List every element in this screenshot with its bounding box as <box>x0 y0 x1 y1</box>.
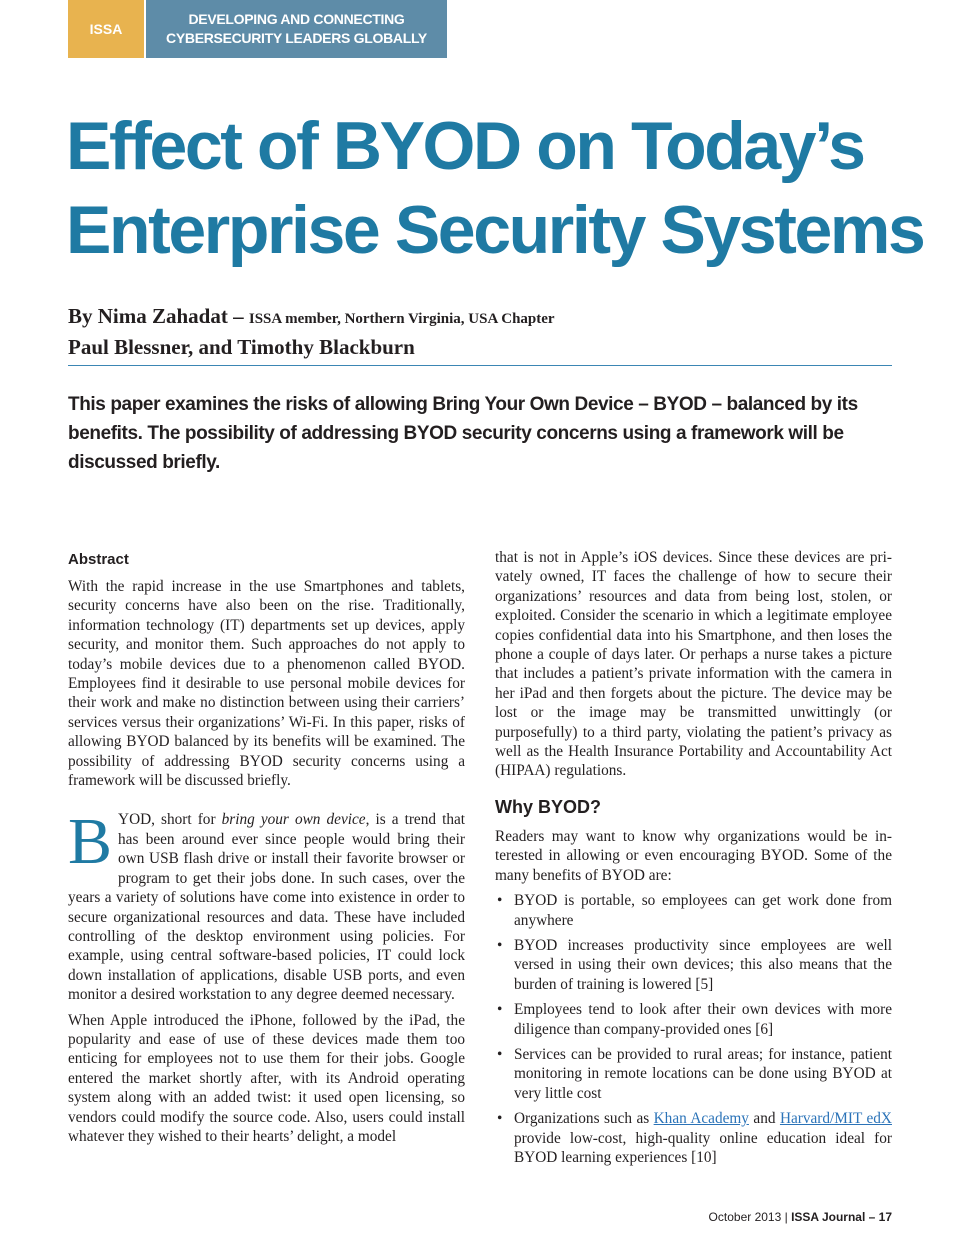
byline-line-1 <box>68 302 892 333</box>
left-column <box>68 549 465 1146</box>
tagline-banner <box>146 0 447 58</box>
why-intro-paragraph: Readers may want to know why organizations would be interested in allowing or even encouraging BYOD. Some of the many benefits of BYOD are: <box>495 827 892 884</box>
bullet-icon: • <box>497 936 503 954</box>
article-title <box>66 104 926 272</box>
list-item <box>495 1109 892 1167</box>
drop-cap: B <box>68 805 113 879</box>
issa-tab-label: ISSA <box>89 21 123 37</box>
bullet-icon: • <box>497 892 503 910</box>
tagline-line-2: CYBERSECURITY LEADERS GLOBALLY <box>166 30 427 46</box>
list-item-lead: Organizations such as <box>514 1110 654 1128</box>
page-footer <box>709 1210 892 1224</box>
byline <box>68 302 892 361</box>
abstract-heading: Abstract <box>68 551 129 568</box>
list-item-text: Employees tend to look after their own devices with more diligence than company-provided ones [6] <box>514 1001 892 1038</box>
tagline-line-1: DEVELOPING AND CONNECTING <box>188 11 405 27</box>
byline-author: By Nima Zahadat – <box>68 304 249 328</box>
footer-separator: | <box>781 1210 792 1224</box>
title-line-2: Enterprise Security Systems <box>66 192 924 268</box>
intro-paragraph <box>68 805 466 1004</box>
byline-line-2: Paul Blessner, and Timothy Blackburn <box>68 335 415 359</box>
list-item <box>495 1045 892 1103</box>
apple-paragraph: When Apple introduced the iPhone, followed by the iPad, the popularity and ease of use of these devices made them too enticing for employees not to use them for their jobs. Google entered the market shortly after, with its Android operating system along with an added twist: it used open licensing, so vendors could modify the source code. Also, users could install whatever they wished to their hearts’ delight, a model <box>68 1011 465 1145</box>
bullet-icon: • <box>497 1110 503 1128</box>
byline-affiliation: ISSA member, Northern Virginia, USA Chapter <box>248 311 555 327</box>
list-item-and: and <box>748 1110 780 1128</box>
benefits-list <box>495 891 892 1167</box>
khan-academy-link[interactable]: Khan Academy <box>653 1110 749 1128</box>
footer-journal-page: ISSA Journal – 17 <box>791 1210 892 1224</box>
intro-rest: , is a trend that has been around ever since people would bring their own USB flash drive or install their favorite browser or program to get their jobs done. In such cases, over the years a variety of solutions have come into existence in order to secure organizational resources and data. These have included controlling of the desktop environment using policies. For example, using central software-based policies, IT could lock down installation of applications, disable USB ports, and even monitor a desired workstation to any degree deemed necessary. <box>68 811 466 1004</box>
title-line-1: Effect of BYOD on Today’s <box>66 108 864 184</box>
why-byod-heading: Why BYOD? <box>495 796 601 817</box>
continued-paragraph: that is not in Apple’s iOS devices. Since these devices are privately owned, IT faces the challenge of how to secure their organizations’ resources and data from being lost, stolen, or exploited. Consider the scenario in which a legitimate employee copies confidential data into his Smartphone, and then loses the phone a couple of days later. Or perhaps a nurse takes a picture that includes a patient’s private information with the camera in her iPad and then forgets about the picture. The device may be lost or the image may be transmitted unwittingly (or purposefully) to a third party, violating the patient’s privacy as well as the Health Insurance Portability and Accountability Act (HIPAA) regulations. <box>495 549 892 780</box>
list-item <box>495 936 892 994</box>
byline-divider <box>68 365 892 366</box>
list-item <box>495 891 892 930</box>
list-item-rest: provide low-cost, high-quality online education ideal for BYOD learning experiences [10] <box>514 1129 892 1166</box>
issa-tab <box>68 0 144 58</box>
right-column <box>495 548 892 1173</box>
abstract-paragraph: With the rapid increase in the use Smartphones and tablets, security concerns have also been on the rise. Traditionally, information technology (IT) departments set up devices, apply security, and monitor them. Such approaches do not apply to today’s mobile devices due to a phenomenon called BYOD. Employees find it desirable to use personal mobile devices for their work and make no distinction between using their carriers’ services versus their organizations’ Wi-Fi. In this paper, risks of allowing BYOD balanced by its benefits will be examined. The possibility of addressing BYOD security concerns using a framework will be discussed briefly. <box>68 578 465 790</box>
list-item <box>495 1000 892 1039</box>
article-lede <box>68 390 858 477</box>
lede-line-1: This paper examines the risks of allowing Bring Your Own Device – BYOD – balanced by its <box>68 394 858 415</box>
harvard-mit-edx-link[interactable]: Harvard/MIT edX <box>779 1110 892 1128</box>
intro-lead: YOD, short for <box>118 811 222 829</box>
lede-line-3: discussed briefly. <box>68 452 220 473</box>
bullet-icon: • <box>497 1001 503 1019</box>
list-item-text: Services can be provided to rural areas; for instance, patient monitoring in remote locations can be done using BYOD at very little cost <box>514 1045 892 1102</box>
bullet-icon: • <box>497 1045 503 1063</box>
intro-italic-term: bring your own device <box>221 811 366 829</box>
list-item-text: BYOD is portable, so employees can get work done from anywhere <box>514 892 892 929</box>
footer-date: October 2013 <box>708 1210 782 1224</box>
list-item-text: BYOD increases productivity since employees are well versed in using their own devices; this also means that the burden of training is lowered [5] <box>514 936 892 993</box>
lede-line-2: benefits. The possibility of addressing BYOD security concerns using a framework will be <box>68 423 844 444</box>
